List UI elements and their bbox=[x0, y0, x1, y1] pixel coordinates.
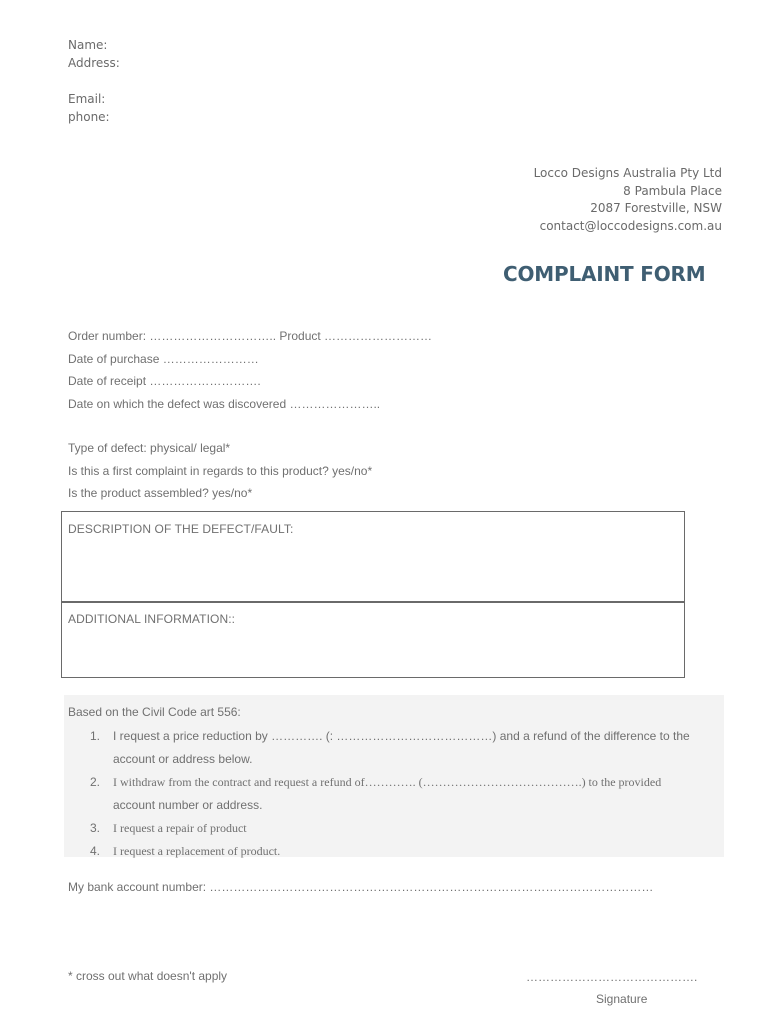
civil-code-section bbox=[64, 695, 724, 857]
signature-label: Signature bbox=[596, 992, 648, 1006]
receipt-date-field: Date of receipt ………………………. bbox=[68, 374, 261, 388]
option-3-text: I request a repair of product bbox=[113, 821, 247, 835]
company-name: Locco Designs Australia Pty Ltd bbox=[533, 166, 722, 180]
list-item: 2. I withdraw from the contract and request a refund of…………. (………………………………….) to the provided account number or address. bbox=[90, 771, 710, 817]
first-complaint-field: Is this a first complaint in regards to this product? yes/no* bbox=[68, 463, 373, 478]
description-box bbox=[61, 511, 685, 603]
list-item: 3. I request a repair of product bbox=[90, 817, 710, 840]
assembled-field: Is the product assembled? yes/no* bbox=[68, 486, 253, 500]
email-label: Email: bbox=[68, 92, 106, 106]
defect-date-field: Date on which the defect was discovered ………………….. bbox=[68, 396, 381, 411]
option-1-line-2: account or address below. bbox=[113, 752, 253, 766]
order-number-field: Order number: ………………………….. Product ……………………… bbox=[68, 329, 433, 343]
civil-code-heading: Based on the Civil Code art 556: bbox=[68, 705, 241, 719]
signature-line: ……………………………………. bbox=[526, 970, 698, 984]
company-city: 2087 Forestville, NSW bbox=[590, 201, 722, 215]
company-email: contact@loccodesigns.com.au bbox=[539, 218, 722, 233]
footnote: * cross out what doesn't apply bbox=[68, 969, 228, 983]
description-label: DESCRIPTION OF THE DEFECT/FAULT: bbox=[68, 522, 294, 536]
option-2-line-2: account number or address. bbox=[113, 798, 263, 812]
option-2-line-1: I withdraw from the contract and request a refund of…………. (………………………………….) to the provided bbox=[113, 775, 662, 789]
additional-info-label: ADDITIONAL INFORMATION:: bbox=[68, 612, 236, 626]
option-4-text: I request a replacement of product. bbox=[113, 844, 281, 858]
phone-label: phone: bbox=[68, 109, 110, 124]
request-options-list bbox=[90, 725, 710, 863]
order-fields bbox=[68, 325, 432, 505]
sender-details bbox=[68, 37, 120, 126]
form-title: COMPLAINT FORM bbox=[503, 262, 706, 286]
address-label: Address: bbox=[68, 55, 120, 70]
company-street: 8 Pambula Place bbox=[623, 183, 722, 198]
list-item: 1. I request a price reduction by …………. (: …………………………………) and a refund of the difference to the account or address below. bbox=[90, 725, 710, 771]
company-address bbox=[534, 165, 722, 235]
list-item: 4. I request a replacement of product. bbox=[90, 840, 710, 863]
additional-info-box bbox=[61, 601, 685, 678]
option-1-line-1: I request a price reduction by …………. (: …………………………………) and a refund of the difference to the bbox=[113, 729, 690, 743]
bank-account-field: My bank account number: ………………………………………………………………………………………………… bbox=[68, 880, 654, 894]
defect-type-field: Type of defect: physical/ legal* bbox=[68, 441, 231, 455]
purchase-date-field: Date of purchase …………………… bbox=[68, 351, 259, 366]
name-label: Name: bbox=[68, 38, 108, 52]
